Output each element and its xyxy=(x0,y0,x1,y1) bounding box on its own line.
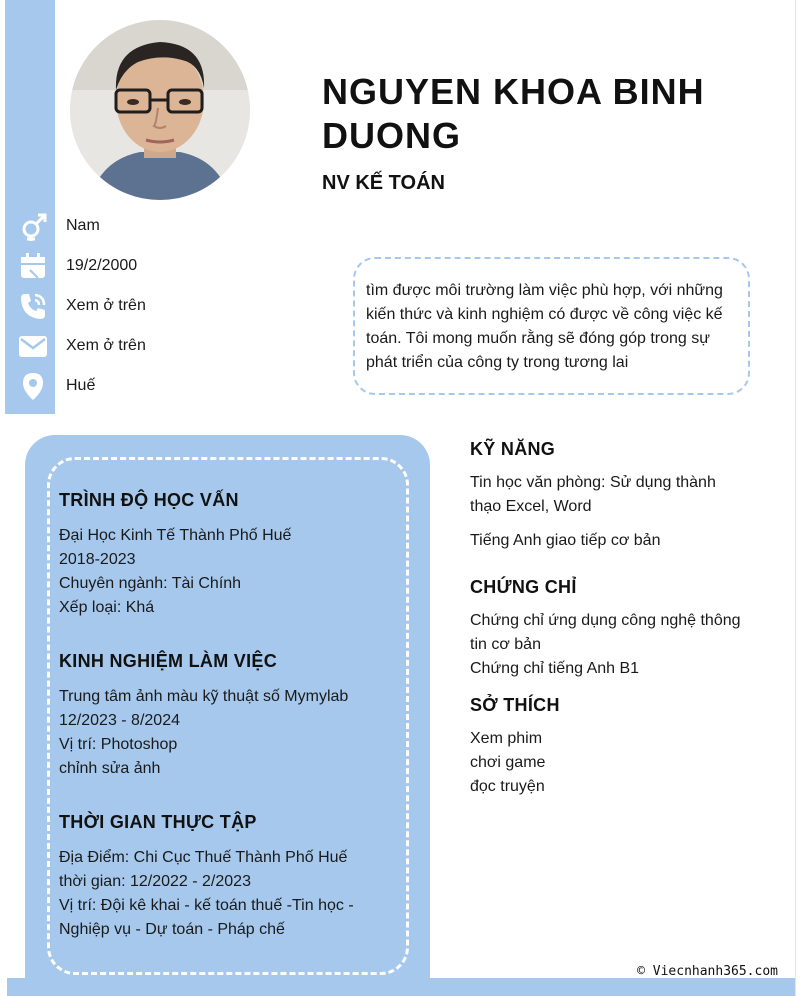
skills-line: Tin học văn phòng: Sử dụng thành xyxy=(470,474,716,491)
education-line: Chuyên ngành: Tài Chính xyxy=(59,575,242,592)
email-value: Xem ở trên xyxy=(66,337,146,354)
page-edge xyxy=(795,0,796,996)
gender-value: Nam xyxy=(66,217,100,234)
experience-line: chỉnh sửa ảnh xyxy=(59,760,161,777)
location-icon xyxy=(18,371,48,401)
education-title: TRÌNH ĐỘ HỌC VẤN xyxy=(59,490,239,510)
birthday-value: 19/2/2000 xyxy=(66,257,138,274)
phone-value: Xem ở trên xyxy=(66,297,146,314)
experience-line: Vị trí: Photoshop xyxy=(59,736,178,753)
address-value: Huế xyxy=(66,377,96,394)
career-objective: tìm được môi trường làm việc phù hợp, với những kiến thức và kinh nghiệm có được về công việc kế toán. Tôi mong muốn rằng sẽ đóng góp trong sự phát triển của công ty trong tương lai xyxy=(353,257,750,395)
internship-line: thời gian: 12/2022 - 2/2023 xyxy=(59,873,251,890)
hobbies-line: chơi game xyxy=(470,754,546,771)
internship-line: Vị trí: Đội kê khai - kế toán thuế -Tin học - xyxy=(59,897,354,914)
hobbies-line: đọc truyện xyxy=(470,778,545,795)
skills-line: thạo Excel, Word xyxy=(470,498,592,515)
copyright-text: © Viecnhanh365.com xyxy=(637,964,778,979)
experience-line: Trung tâm ảnh màu kỹ thuật số Mymylab xyxy=(59,688,349,705)
experience-line: 12/2023 - 8/2024 xyxy=(59,712,180,729)
certificates-title: CHỨNG CHỈ xyxy=(470,577,577,597)
education-line: Đại Học Kinh Tế Thành Phố Huế xyxy=(59,527,292,544)
email-icon xyxy=(18,331,48,361)
skills-title: KỸ NĂNG xyxy=(470,439,556,459)
contact-address xyxy=(0,367,300,407)
internship-title: THỜI GIAN THỰC TẬP xyxy=(59,812,257,832)
internship-line: Địa Điểm: Chi Cục Thuế Thành Phố Huế xyxy=(59,849,348,866)
skills-line: Tiếng Anh giao tiếp cơ bản xyxy=(470,532,661,549)
contact-gender xyxy=(0,207,300,247)
contact-birthday xyxy=(0,247,300,287)
profile-photo xyxy=(70,20,250,200)
contact-email xyxy=(0,327,300,367)
certificates-line: Chứng chỉ tiếng Anh B1 xyxy=(470,660,640,677)
hobbies-line: Xem phim xyxy=(470,730,543,747)
phone-icon xyxy=(18,291,48,321)
candidate-name: NGUYEN KHOA BINH DUONG xyxy=(322,71,705,156)
contact-phone xyxy=(0,287,300,327)
bottom-bar xyxy=(7,978,795,996)
internship-line: Nghiệp vụ - Dự toán - Pháp chế xyxy=(59,921,285,938)
education-line: 2018-2023 xyxy=(59,551,136,568)
calendar-icon xyxy=(18,251,48,281)
certificates-line: tin cơ bản xyxy=(470,636,541,653)
certificates-line: Chứng chỉ ứng dụng công nghệ thông xyxy=(470,612,741,629)
gender-icon xyxy=(18,211,48,241)
experience-title: KINH NGHIỆM LÀM VIỆC xyxy=(59,651,278,671)
hobbies-title: SỞ THÍCH xyxy=(470,695,560,715)
education-line: Xếp loại: Khá xyxy=(59,599,155,616)
job-title: NV KẾ TOÁN xyxy=(322,172,445,194)
